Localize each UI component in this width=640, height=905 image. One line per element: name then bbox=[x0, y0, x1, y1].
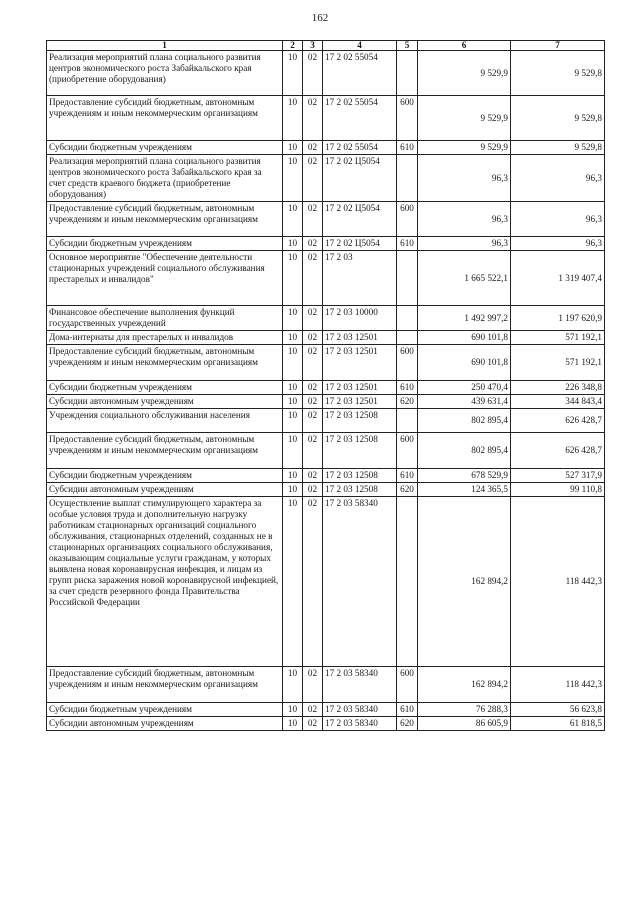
row-expense-type bbox=[397, 155, 418, 202]
table-row bbox=[47, 409, 605, 433]
row-section: 10 bbox=[283, 237, 303, 251]
row-target-code: 17 2 03 58340 bbox=[323, 703, 397, 717]
row-target-code: 17 2 03 12501 bbox=[323, 395, 397, 409]
row-subsection: 02 bbox=[303, 306, 323, 331]
header-row bbox=[47, 41, 605, 51]
row-subsection: 02 bbox=[303, 703, 323, 717]
row-expense-type: 610 bbox=[397, 237, 418, 251]
row-section: 10 bbox=[283, 469, 303, 483]
row-name: Реализация мероприятий плана социального развития центров экономического роста Забайкальского края за счет средств краевого бюджета (приобретение оборудования) bbox=[47, 155, 283, 202]
table-row bbox=[47, 395, 605, 409]
row-section: 10 bbox=[283, 96, 303, 141]
row-amount-1: 96,3 bbox=[418, 237, 511, 251]
row-amount-1: 96,3 bbox=[418, 202, 511, 237]
row-target-code: 17 2 02 55054 bbox=[323, 96, 397, 141]
row-name: Субсидии бюджетным учреждениям bbox=[47, 141, 283, 155]
row-amount-2: 1 319 407,4 bbox=[511, 251, 605, 306]
row-amount-2: 56 623,8 bbox=[511, 703, 605, 717]
row-expense-type: 620 bbox=[397, 717, 418, 731]
row-subsection: 02 bbox=[303, 395, 323, 409]
row-amount-2: 226 348,8 bbox=[511, 381, 605, 395]
budget-table bbox=[46, 40, 605, 731]
table-row bbox=[47, 331, 605, 345]
row-expense-type bbox=[397, 331, 418, 345]
row-target-code: 17 2 03 58340 bbox=[323, 717, 397, 731]
table-row bbox=[47, 306, 605, 331]
row-amount-1: 1 492 997,2 bbox=[418, 306, 511, 331]
row-amount-2: 344 843,4 bbox=[511, 395, 605, 409]
row-expense-type: 600 bbox=[397, 96, 418, 141]
row-target-code: 17 2 02 Ц5054 bbox=[323, 155, 397, 202]
row-amount-2: 118 442,3 bbox=[511, 667, 605, 703]
row-section: 10 bbox=[283, 251, 303, 306]
row-amount-1: 9 529,9 bbox=[418, 51, 511, 96]
row-expense-type: 610 bbox=[397, 381, 418, 395]
row-expense-type: 600 bbox=[397, 345, 418, 381]
table-row bbox=[47, 96, 605, 141]
row-subsection: 02 bbox=[303, 141, 323, 155]
row-amount-1: 250 470,4 bbox=[418, 381, 511, 395]
row-name: Учреждения социального обслуживания населения bbox=[47, 409, 283, 433]
row-subsection: 02 bbox=[303, 237, 323, 251]
row-amount-2: 9 529,8 bbox=[511, 141, 605, 155]
column-header: 2 bbox=[283, 41, 303, 51]
row-name: Осуществление выплат стимулирующего характера за особые условия труда и дополнительную нагрузку работникам стационарных организаций социального обслуживания, стационарных отделений, созданных не в стационарных организациях социального обслуживания, оказывающим социальные услуги гражданам, у которых выявлена новая коронавирусная инфекция, и лицам из групп риска заражения новой коронавирусной инфекцией, за счет средств резервного фонда Правительства Российской Федерации bbox=[47, 497, 283, 667]
row-amount-2: 571 192,1 bbox=[511, 345, 605, 381]
row-amount-1: 678 529,9 bbox=[418, 469, 511, 483]
row-amount-2: 9 529,8 bbox=[511, 51, 605, 96]
row-name: Субсидии бюджетным учреждениям bbox=[47, 381, 283, 395]
row-expense-type: 610 bbox=[397, 141, 418, 155]
row-section: 10 bbox=[283, 306, 303, 331]
row-amount-1: 802 895,4 bbox=[418, 409, 511, 433]
row-amount-2: 96,3 bbox=[511, 155, 605, 202]
row-target-code: 17 2 03 12508 bbox=[323, 409, 397, 433]
row-amount-1: 690 101,8 bbox=[418, 331, 511, 345]
row-name: Предоставление субсидий бюджетным, автономным учреждениям и иным некоммерческим организациям bbox=[47, 667, 283, 703]
row-amount-1: 124 365,5 bbox=[418, 483, 511, 497]
column-header: 5 bbox=[397, 41, 418, 51]
row-target-code: 17 2 03 12508 bbox=[323, 483, 397, 497]
row-name: Финансовое обеспечение выполнения функций государственных учреждений bbox=[47, 306, 283, 331]
table-row bbox=[47, 717, 605, 731]
row-amount-1: 162 894,2 bbox=[418, 667, 511, 703]
table-row bbox=[47, 483, 605, 497]
row-subsection: 02 bbox=[303, 331, 323, 345]
row-name: Реализация мероприятий плана социального развития центров экономического роста Забайкальского края (приобретение оборудования) bbox=[47, 51, 283, 96]
row-amount-2: 527 317,9 bbox=[511, 469, 605, 483]
row-name: Предоставление субсидий бюджетным, автономным учреждениям и иным некоммерческим организациям bbox=[47, 433, 283, 469]
row-subsection: 02 bbox=[303, 497, 323, 667]
page-number: 162 bbox=[311, 12, 329, 24]
table-row bbox=[47, 237, 605, 251]
row-name: Субсидии автономным учреждениям bbox=[47, 395, 283, 409]
row-expense-type bbox=[397, 51, 418, 96]
row-expense-type: 600 bbox=[397, 433, 418, 469]
row-target-code: 17 2 02 55054 bbox=[323, 141, 397, 155]
row-section: 10 bbox=[283, 141, 303, 155]
row-amount-2: 96,3 bbox=[511, 237, 605, 251]
row-target-code: 17 2 02 55054 bbox=[323, 51, 397, 96]
row-name: Субсидии автономным учреждениям bbox=[47, 483, 283, 497]
row-target-code: 17 2 03 58340 bbox=[323, 497, 397, 667]
row-name: Субсидии автономным учреждениям bbox=[47, 717, 283, 731]
row-target-code: 17 2 03 12508 bbox=[323, 469, 397, 483]
row-amount-1: 76 288,3 bbox=[418, 703, 511, 717]
row-expense-type: 620 bbox=[397, 395, 418, 409]
row-target-code: 17 2 02 Ц5054 bbox=[323, 237, 397, 251]
table-row bbox=[47, 433, 605, 469]
table-row bbox=[47, 202, 605, 237]
row-expense-type bbox=[397, 306, 418, 331]
column-header: 6 bbox=[418, 41, 511, 51]
table-row bbox=[47, 381, 605, 395]
row-subsection: 02 bbox=[303, 251, 323, 306]
table-row bbox=[47, 497, 605, 667]
row-name: Предоставление субсидий бюджетным, автономным учреждениям и иным некоммерческим организациям bbox=[47, 96, 283, 141]
row-amount-1: 1 665 522,1 bbox=[418, 251, 511, 306]
row-subsection: 02 bbox=[303, 51, 323, 96]
row-amount-2: 626 428,7 bbox=[511, 433, 605, 469]
row-target-code: 17 2 02 Ц5054 bbox=[323, 202, 397, 237]
row-target-code: 17 2 03 12508 bbox=[323, 433, 397, 469]
row-section: 10 bbox=[283, 51, 303, 96]
row-amount-1: 802 895,4 bbox=[418, 433, 511, 469]
row-section: 10 bbox=[283, 483, 303, 497]
table-row bbox=[47, 51, 605, 96]
column-header: 7 bbox=[511, 41, 605, 51]
row-subsection: 02 bbox=[303, 96, 323, 141]
table-row bbox=[47, 251, 605, 306]
row-expense-type bbox=[397, 251, 418, 306]
row-target-code: 17 2 03 bbox=[323, 251, 397, 306]
row-target-code: 17 2 03 12501 bbox=[323, 331, 397, 345]
row-expense-type bbox=[397, 497, 418, 667]
row-amount-2: 61 818,5 bbox=[511, 717, 605, 731]
column-header: 3 bbox=[303, 41, 323, 51]
column-header: 4 bbox=[323, 41, 397, 51]
row-expense-type: 610 bbox=[397, 703, 418, 717]
row-name: Субсидии бюджетным учреждениям bbox=[47, 469, 283, 483]
row-section: 10 bbox=[283, 345, 303, 381]
row-subsection: 02 bbox=[303, 409, 323, 433]
row-subsection: 02 bbox=[303, 433, 323, 469]
row-target-code: 17 2 03 10000 bbox=[323, 306, 397, 331]
row-expense-type: 610 bbox=[397, 469, 418, 483]
column-header: 1 bbox=[47, 41, 283, 51]
row-section: 10 bbox=[283, 331, 303, 345]
row-section: 10 bbox=[283, 703, 303, 717]
row-target-code: 17 2 03 58340 bbox=[323, 667, 397, 703]
row-amount-2: 571 192,1 bbox=[511, 331, 605, 345]
row-subsection: 02 bbox=[303, 483, 323, 497]
row-expense-type bbox=[397, 409, 418, 433]
row-name: Предоставление субсидий бюджетным, автономным учреждениям и иным некоммерческим организациям bbox=[47, 345, 283, 381]
row-subsection: 02 bbox=[303, 667, 323, 703]
row-amount-2: 626 428,7 bbox=[511, 409, 605, 433]
row-expense-type: 600 bbox=[397, 667, 418, 703]
row-name: Субсидии бюджетным учреждениям bbox=[47, 703, 283, 717]
row-target-code: 17 2 03 12501 bbox=[323, 345, 397, 381]
row-name: Основное мероприятие "Обеспечение деятельности стационарных учреждений социального обслуживания престарелых и инвалидов" bbox=[47, 251, 283, 306]
row-amount-1: 86 605,9 bbox=[418, 717, 511, 731]
table-row bbox=[47, 155, 605, 202]
row-name: Предоставление субсидий бюджетным, автономным учреждениям и иным некоммерческим организациям bbox=[47, 202, 283, 237]
row-amount-2: 99 110,8 bbox=[511, 483, 605, 497]
row-subsection: 02 bbox=[303, 155, 323, 202]
row-section: 10 bbox=[283, 395, 303, 409]
row-name: Дома-интернаты для престарелых и инвалидов bbox=[47, 331, 283, 345]
row-amount-2: 96,3 bbox=[511, 202, 605, 237]
row-amount-2: 118 442,3 bbox=[511, 497, 605, 667]
table-row bbox=[47, 141, 605, 155]
table-row bbox=[47, 345, 605, 381]
row-target-code: 17 2 03 12501 bbox=[323, 381, 397, 395]
row-amount-1: 96,3 bbox=[418, 155, 511, 202]
row-section: 10 bbox=[283, 202, 303, 237]
row-amount-1: 9 529,9 bbox=[418, 141, 511, 155]
row-section: 10 bbox=[283, 433, 303, 469]
row-section: 10 bbox=[283, 381, 303, 395]
row-expense-type: 600 bbox=[397, 202, 418, 237]
row-amount-1: 162 894,2 bbox=[418, 497, 511, 667]
row-amount-1: 690 101,8 bbox=[418, 345, 511, 381]
row-amount-2: 1 197 620,9 bbox=[511, 306, 605, 331]
table-row bbox=[47, 667, 605, 703]
row-amount-2: 9 529,8 bbox=[511, 96, 605, 141]
row-expense-type: 620 bbox=[397, 483, 418, 497]
row-section: 10 bbox=[283, 155, 303, 202]
row-subsection: 02 bbox=[303, 345, 323, 381]
table-row bbox=[47, 703, 605, 717]
row-section: 10 bbox=[283, 409, 303, 433]
row-subsection: 02 bbox=[303, 717, 323, 731]
row-subsection: 02 bbox=[303, 202, 323, 237]
row-section: 10 bbox=[283, 717, 303, 731]
row-section: 10 bbox=[283, 497, 303, 667]
row-subsection: 02 bbox=[303, 469, 323, 483]
row-amount-1: 9 529,9 bbox=[418, 96, 511, 141]
row-section: 10 bbox=[283, 667, 303, 703]
row-amount-1: 439 631,4 bbox=[418, 395, 511, 409]
table-row bbox=[47, 469, 605, 483]
row-subsection: 02 bbox=[303, 381, 323, 395]
row-name: Субсидии бюджетным учреждениям bbox=[47, 237, 283, 251]
